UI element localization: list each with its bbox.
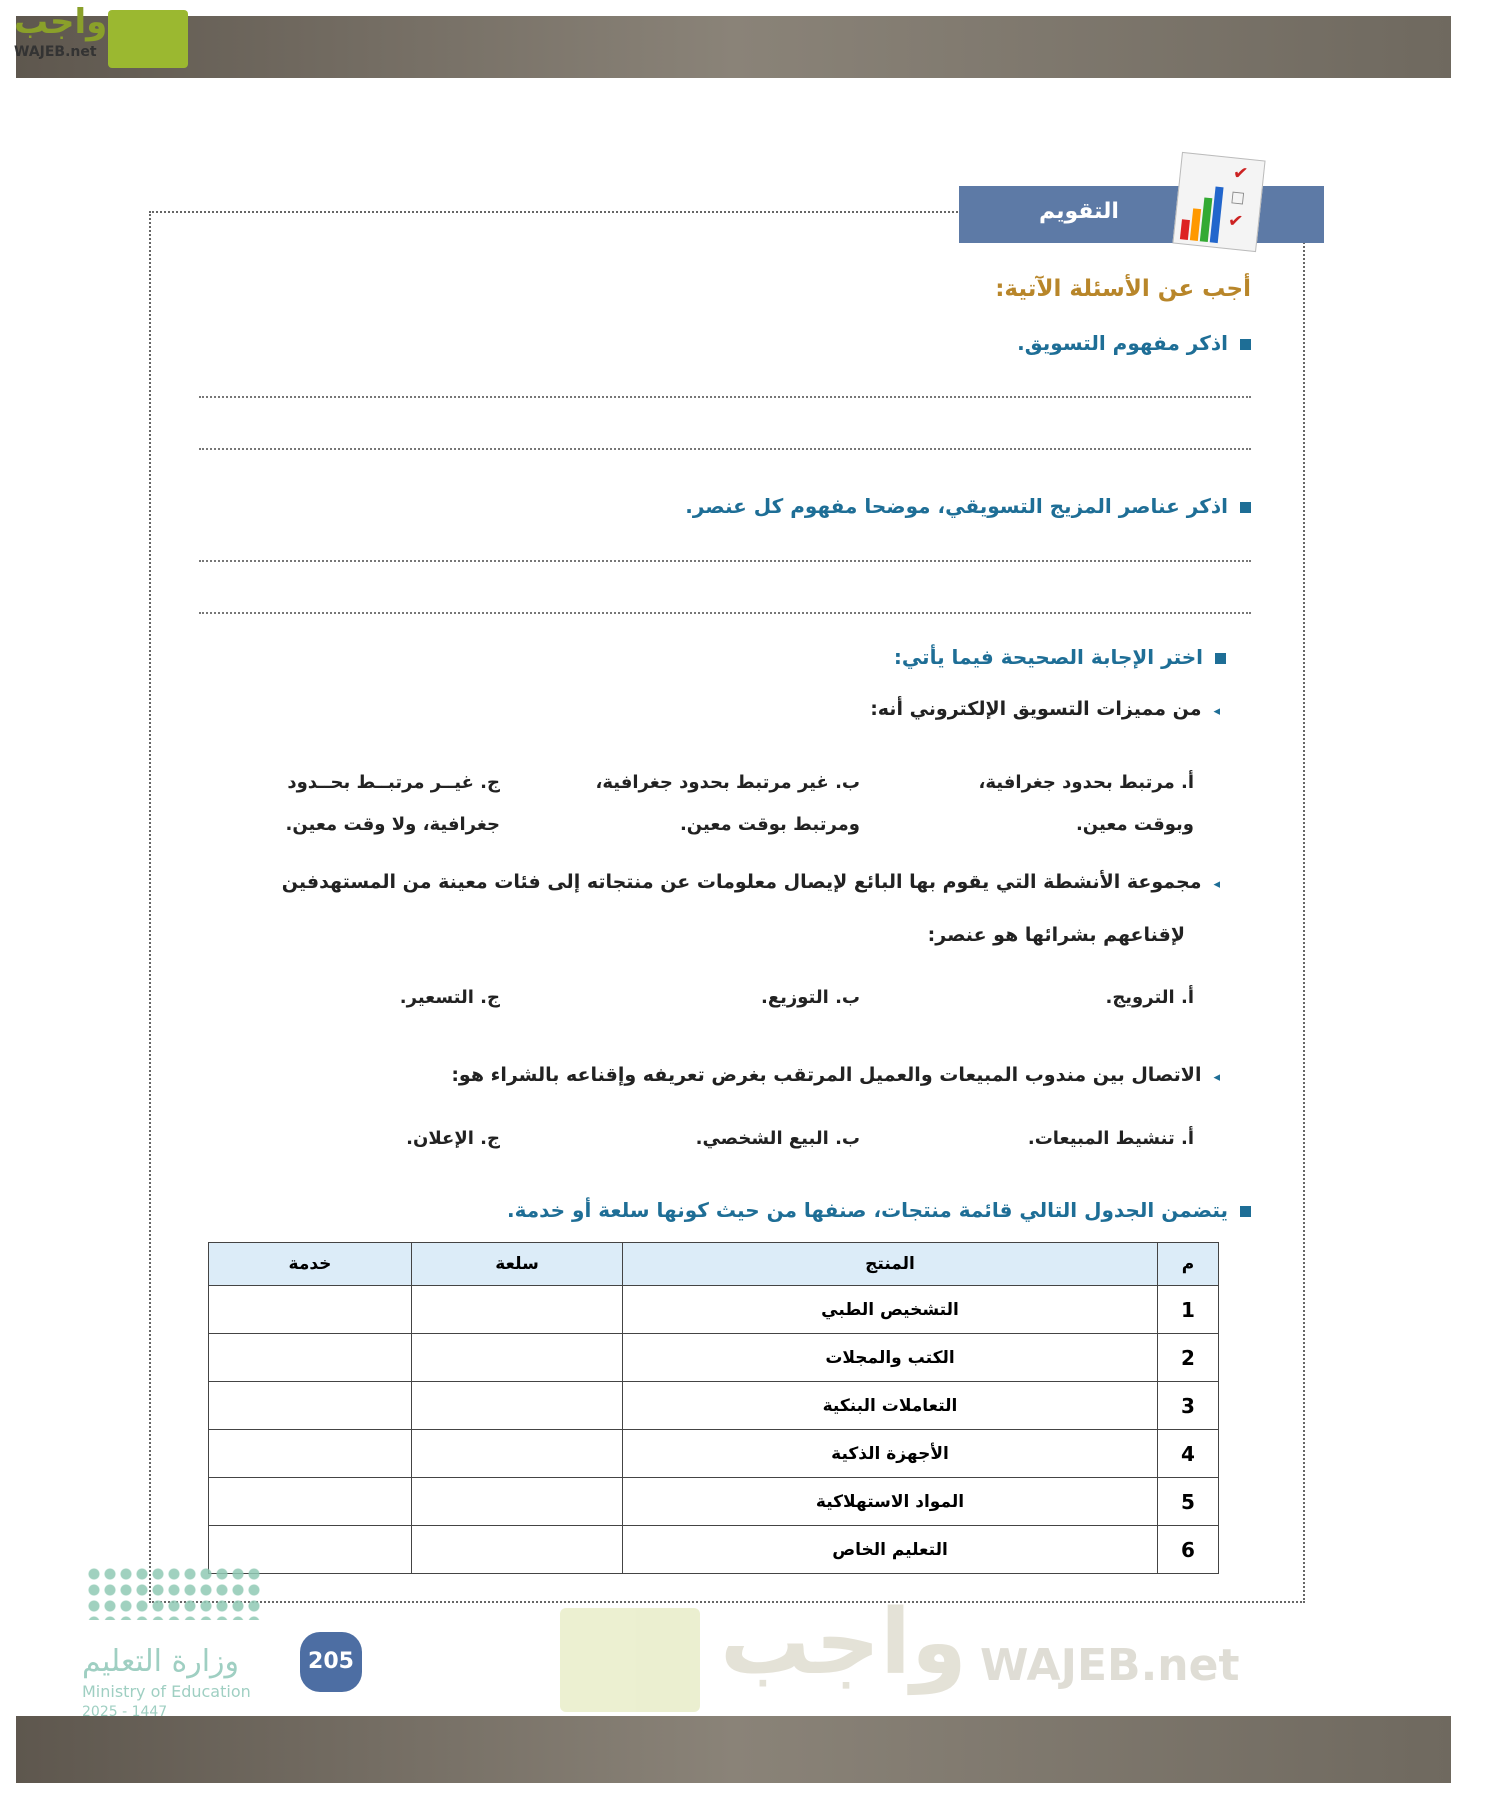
table-row: 1 التشخيص الطبي bbox=[209, 1286, 1219, 1334]
checklist-chart-icon: ✔ ☐ ✔ bbox=[1172, 152, 1265, 252]
question-3: اختر الإجابة الصحيحة فيما يأتي: bbox=[894, 645, 1226, 669]
mcq-1-stem: ◂من مميزات التسويق الإلكتروني أنه: bbox=[870, 698, 1220, 720]
top-banner bbox=[16, 16, 1451, 78]
table-header-row: م المنتج سلعة خدمة bbox=[209, 1243, 1219, 1286]
mcq-3-option-c[interactable]: ج. الإعلان. bbox=[406, 1128, 500, 1149]
watermark-book-icon bbox=[560, 1608, 700, 1712]
goods-cell[interactable] bbox=[412, 1478, 623, 1526]
bottom-banner bbox=[16, 1716, 1451, 1783]
question-2: اذكر عناصر المزيج التسويقي، موضحا مفهوم كل عنصر. bbox=[685, 494, 1251, 518]
triangle-bullet-icon: ◂ bbox=[1213, 1070, 1220, 1085]
table-row: 2 الكتب والمجلات bbox=[209, 1334, 1219, 1382]
wajeb-logo: واجب WAJEB.net bbox=[10, 6, 190, 66]
book-icon bbox=[108, 10, 188, 68]
mcq-3-option-b[interactable]: ب. البيع الشخصي. bbox=[695, 1128, 860, 1149]
mcq-1-option-c[interactable]: ج. غيــر مرتبــط بحــدود جغرافية، ولا وقت معين. bbox=[285, 772, 500, 835]
mcq-2-option-c[interactable]: ج. التسعير. bbox=[399, 987, 500, 1008]
goods-cell[interactable] bbox=[412, 1526, 623, 1574]
bullet-square-icon bbox=[1240, 502, 1251, 513]
mcq-2-stem-cont: لإقناعهم بشرائها هو عنصر: bbox=[927, 924, 1185, 946]
mcq-3-option-a[interactable]: أ. تنشيط المبيعات. bbox=[1027, 1128, 1194, 1149]
service-cell[interactable] bbox=[209, 1478, 412, 1526]
goods-cell[interactable] bbox=[412, 1286, 623, 1334]
bullet-square-icon bbox=[1215, 653, 1226, 664]
service-cell[interactable] bbox=[209, 1286, 412, 1334]
mcq-1-option-b[interactable]: ب. غير مرتبط بحدود جغرافية، ومرتبط بوقت معين. bbox=[595, 772, 860, 835]
mcq-2-stem: ◂مجموعة الأنشطة التي يقوم بها البائع لإيصال معلومات عن منتجاته إلى فئات معينة من المستهدفين bbox=[281, 871, 1220, 893]
table-row: 6 التعليم الخاص bbox=[209, 1526, 1219, 1574]
service-cell[interactable] bbox=[209, 1382, 412, 1430]
dots-emblem-icon bbox=[86, 1566, 262, 1620]
watermark: واجب WAJEB.net bbox=[560, 1604, 1260, 1714]
table-row: 4 الأجهزة الذكية bbox=[209, 1430, 1219, 1478]
table-row: 5 المواد الاستهلاكية bbox=[209, 1478, 1219, 1526]
bullet-square-icon bbox=[1240, 1206, 1251, 1217]
answer-line[interactable] bbox=[199, 560, 1251, 562]
goods-cell[interactable] bbox=[412, 1382, 623, 1430]
goods-cell[interactable] bbox=[412, 1334, 623, 1382]
mcq-3-stem: ◂الاتصال بين مندوب المبيعات والعميل المرتقب بغرض تعريفه وإقناعه بالشراء هو: bbox=[451, 1064, 1220, 1086]
question-1: اذكر مفهوم التسويق. bbox=[1017, 331, 1251, 355]
ministry-logo: وزارة التعليم Ministry of Education 2025 - 1447 bbox=[82, 1562, 272, 1722]
answer-line[interactable] bbox=[199, 612, 1251, 614]
triangle-bullet-icon: ◂ bbox=[1213, 877, 1220, 892]
classification-table bbox=[208, 1242, 1219, 1574]
mcq-2-option-b[interactable]: ب. التوزيع. bbox=[760, 987, 860, 1008]
section-tab: التقويم ✔ ☐ ✔ bbox=[959, 186, 1324, 243]
goods-cell[interactable] bbox=[412, 1430, 623, 1478]
mcq-2-option-a[interactable]: أ. الترويج. bbox=[1105, 987, 1194, 1008]
answer-line[interactable] bbox=[199, 396, 1251, 398]
mcq-1-option-a[interactable]: أ. مرتبط بحدود جغرافية، وبوقت معين. bbox=[978, 772, 1194, 835]
service-cell[interactable] bbox=[209, 1430, 412, 1478]
triangle-bullet-icon: ◂ bbox=[1213, 704, 1220, 719]
instruction-heading: أجب عن الأسئلة الآتية: bbox=[995, 276, 1251, 302]
bullet-square-icon bbox=[1240, 339, 1251, 350]
question-4: يتضمن الجدول التالي قائمة منتجات، صنفها من حيث كونها سلعة أو خدمة. bbox=[507, 1198, 1251, 1222]
service-cell[interactable] bbox=[209, 1334, 412, 1382]
table-row: 3 التعاملات البنكية bbox=[209, 1382, 1219, 1430]
answer-line[interactable] bbox=[199, 448, 1251, 450]
page-number-badge: 205 bbox=[300, 1632, 362, 1692]
